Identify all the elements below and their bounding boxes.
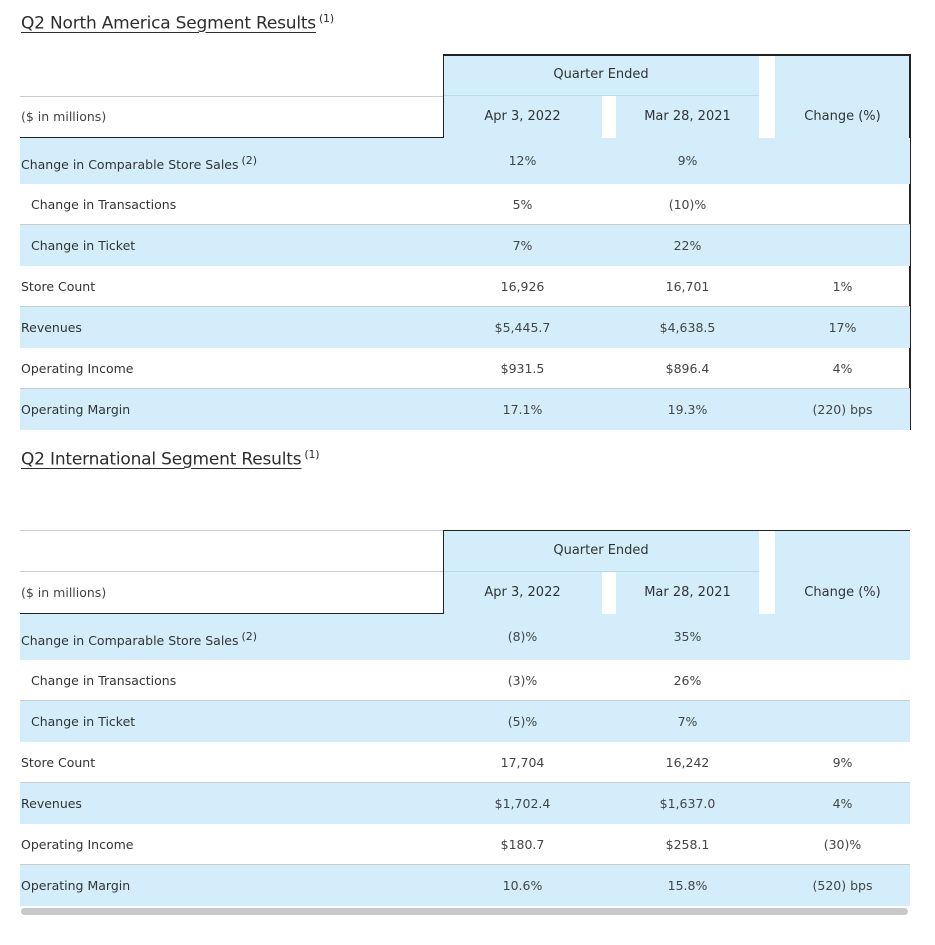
cell-change: 4% [832, 361, 853, 376]
cell-change: (220) bps [812, 402, 873, 417]
cell-mar-2021: 22% [673, 238, 702, 253]
cell-mar-2021: $1,637.0 [659, 796, 716, 811]
table-body [20, 614, 911, 906]
table-row [20, 824, 910, 865]
row-label: Change in Comparable Store Sales [21, 157, 239, 173]
horizontal-scrollbar[interactable] [21, 908, 908, 915]
row-label: Store Count [21, 279, 96, 294]
table-row [20, 348, 910, 389]
header-apr-3-2022: Apr 3, 2022 [484, 585, 561, 600]
cell-apr-2022: (3)% [507, 673, 538, 688]
header-units: ($ in millions) [21, 585, 107, 600]
cell-apr-2022: $180.7 [500, 837, 545, 852]
cell-change: 17% [828, 320, 857, 335]
table-row [20, 660, 910, 701]
row-label: Operating Income [21, 361, 134, 376]
cell-change: (520) bps [812, 878, 873, 893]
cell-change [775, 225, 910, 266]
cell-apr-2022: 16,926 [500, 279, 545, 294]
cell-change: (30)% [823, 837, 862, 852]
header-apr-3-2022: Apr 3, 2022 [484, 109, 561, 124]
cell-change [775, 138, 910, 184]
table-header [20, 530, 911, 614]
cell-mar-2021: 35% [673, 629, 702, 644]
table-row [20, 614, 910, 660]
row-label: Store Count [21, 755, 96, 770]
header-change-pct: Change (%) [804, 109, 881, 124]
row-label: Operating Margin [21, 878, 131, 893]
row-label: Operating Income [21, 837, 134, 852]
cell-apr-2022: 7% [512, 238, 533, 253]
table-row [20, 225, 910, 266]
row-label: Revenues [21, 796, 82, 811]
table-row [20, 138, 910, 184]
cell-mar-2021: 26% [673, 673, 702, 688]
cell-apr-2022: $5,445.7 [494, 320, 551, 335]
cell-mar-2021: $4,638.5 [659, 320, 716, 335]
row-label: Change in Transactions [31, 673, 177, 688]
table-row [20, 783, 910, 824]
footnote-ref[interactable]: (2) [241, 154, 258, 167]
cell-change [775, 660, 910, 701]
cell-apr-2022: (5)% [507, 714, 538, 729]
table-row [20, 865, 910, 906]
header-units: ($ in millions) [21, 109, 107, 124]
header-mar-28-2021: Mar 28, 2021 [644, 585, 731, 600]
header-mar-28-2021: Mar 28, 2021 [644, 109, 731, 124]
cell-mar-2021: (10)% [668, 197, 707, 212]
cell-change: 4% [832, 796, 853, 811]
footnote-ref[interactable]: (1) [304, 448, 320, 461]
row-label: Change in Ticket [31, 714, 136, 729]
row-label: Change in Ticket [31, 238, 136, 253]
table-row [20, 742, 910, 783]
footnote-ref[interactable]: (1) [318, 12, 334, 25]
row-label: Revenues [21, 320, 82, 335]
cell-mar-2021: 7% [677, 714, 698, 729]
header-quarter-ended: Quarter Ended [553, 543, 649, 558]
cell-apr-2022: 5% [512, 197, 533, 212]
header-quarter-ended: Quarter Ended [553, 67, 649, 82]
cell-change: 1% [832, 279, 853, 294]
table-body [20, 138, 911, 430]
cell-apr-2022: $931.5 [500, 361, 545, 376]
footnote-ref[interactable]: (2) [241, 630, 258, 643]
cell-mar-2021: 15.8% [667, 878, 708, 893]
cell-apr-2022: (8)% [507, 629, 538, 644]
section-title: Q2 International Segment Results $^{(1)}$ [21, 448, 320, 470]
cell-change: 9% [832, 755, 853, 770]
table-row [20, 701, 910, 742]
table-header [20, 54, 911, 138]
table-row [20, 184, 910, 225]
table-row [20, 389, 910, 430]
cell-apr-2022: 10.6% [502, 878, 543, 893]
cell-apr-2022: 17.1% [502, 402, 543, 417]
cell-change [775, 184, 910, 225]
cell-apr-2022: 17,704 [500, 755, 545, 770]
row-label: Operating Margin [21, 402, 131, 417]
cell-mar-2021: 19.3% [667, 402, 708, 417]
table-row [20, 266, 910, 307]
section-title: Q2 North America Segment Results $^{(1)}$ [21, 12, 334, 34]
cell-change [775, 614, 910, 660]
cell-change [775, 701, 910, 742]
cell-mar-2021: 9% [677, 153, 698, 168]
cell-apr-2022: $1,702.4 [494, 796, 551, 811]
header-change-pct: Change (%) [804, 585, 881, 600]
cell-mar-2021: 16,701 [665, 279, 710, 294]
cell-mar-2021: $258.1 [665, 837, 710, 852]
cell-mar-2021: $896.4 [665, 361, 710, 376]
cell-apr-2022: 12% [508, 153, 537, 168]
table-row [20, 307, 910, 348]
row-label: Change in Comparable Store Sales [21, 633, 239, 649]
row-label: Change in Transactions [31, 197, 177, 212]
cell-mar-2021: 16,242 [665, 755, 710, 770]
